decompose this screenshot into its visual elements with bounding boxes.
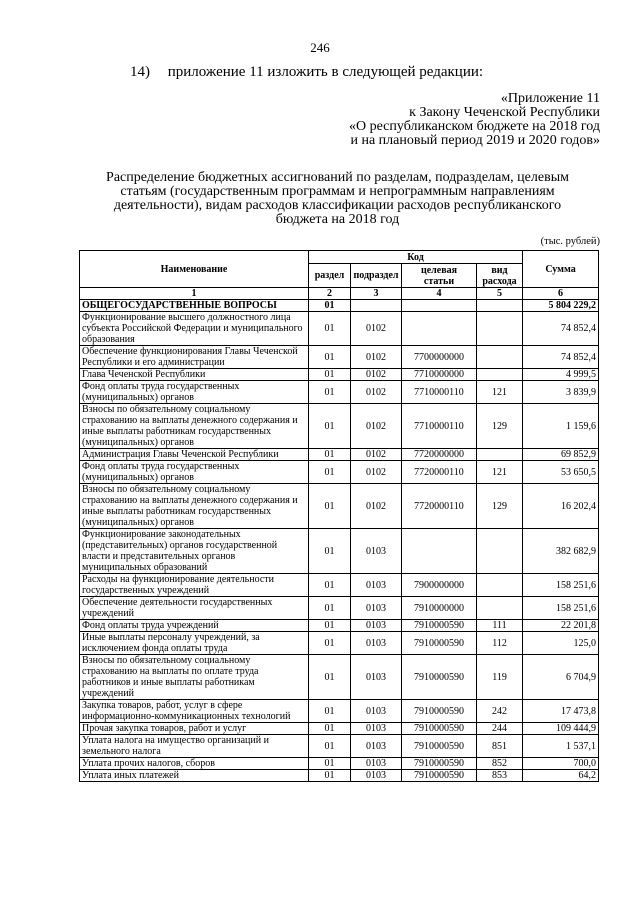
table-row xyxy=(80,346,599,369)
cell-name: Обеспечение деятельности государственных учреждений xyxy=(80,597,309,620)
cell-amount: 109 444,9 xyxy=(523,723,599,735)
cell-name: Глава Чеченской Республики xyxy=(80,369,309,381)
cell-section: 01 xyxy=(309,700,351,723)
table-row xyxy=(80,369,599,381)
cell-amount: 158 251,6 xyxy=(523,597,599,620)
table-row xyxy=(80,735,599,758)
cell-expense-type xyxy=(477,369,523,381)
cell-subsection: 0103 xyxy=(351,597,402,620)
instruction-number: 14) xyxy=(130,64,150,80)
cell-subsection: 0102 xyxy=(351,404,402,449)
cell-section: 01 xyxy=(309,735,351,758)
cell-target-article xyxy=(402,300,477,312)
cell-name: Взносы по обязательному социальному страхованию на выплаты денежного содержания и иные выплаты работникам государственных (муниципальных) органов xyxy=(80,484,309,529)
header-section: раздел xyxy=(309,264,351,288)
table-row xyxy=(80,404,599,449)
cell-expense-type xyxy=(477,346,523,369)
cell-target-article: 7910000590 xyxy=(402,700,477,723)
table-row xyxy=(80,770,599,782)
title-line-3: деятельности), видам расходов классификации расходов республиканского xyxy=(113,198,562,213)
cell-amount: 1 159,6 xyxy=(523,404,599,449)
cell-expense-type xyxy=(477,312,523,346)
cell-expense-type: 111 xyxy=(477,620,523,632)
cell-expense-type xyxy=(477,300,523,312)
cell-expense-type: 852 xyxy=(477,758,523,770)
cell-subsection: 0103 xyxy=(351,620,402,632)
cell-expense-type: 129 xyxy=(477,404,523,449)
cell-target-article: 7910000590 xyxy=(402,723,477,735)
cell-amount: 700,0 xyxy=(523,758,599,770)
cell-section: 01 xyxy=(309,758,351,770)
table-row xyxy=(80,723,599,735)
cell-expense-type: 244 xyxy=(477,723,523,735)
table-body xyxy=(80,288,599,782)
cell-section: 01 xyxy=(309,484,351,529)
cell-amount: 69 852,9 xyxy=(523,449,599,461)
header-expense-type xyxy=(477,264,523,288)
cell-target-article: 7910000590 xyxy=(402,758,477,770)
cell-target-article: 7710000110 xyxy=(402,404,477,449)
appendix-line-4: и на плановый период 2019 и 2020 годов» xyxy=(350,133,600,148)
cell-target-article: 7910000590 xyxy=(402,770,477,782)
cell-target-article: 7720000110 xyxy=(402,484,477,529)
cell-section: 01 xyxy=(309,369,351,381)
table-row xyxy=(80,655,599,700)
header-type-line-1: вид xyxy=(491,264,508,276)
cell-name: Уплата иных платежей xyxy=(80,770,309,782)
cell-section: 01 xyxy=(309,597,351,620)
cell-expense-type xyxy=(477,529,523,574)
title-line-4: бюджета на 2018 год xyxy=(275,212,400,227)
column-number: 2 xyxy=(309,288,351,300)
cell-amount: 53 650,5 xyxy=(523,461,599,484)
cell-target-article: 7710000000 xyxy=(402,369,477,381)
appendix-header xyxy=(349,92,600,148)
cell-section: 01 xyxy=(309,449,351,461)
cell-name: Фонд оплаты труда государственных (муниципальных) органов xyxy=(80,381,309,404)
cell-amount: 382 682,9 xyxy=(523,529,599,574)
table-row xyxy=(80,449,599,461)
table-row xyxy=(80,484,599,529)
header-target-line-1: целевая xyxy=(420,264,458,276)
cell-target-article: 7910000590 xyxy=(402,632,477,655)
table-row-section-total xyxy=(80,300,599,312)
cell-subsection: 0102 xyxy=(351,346,402,369)
header-name: Наименование xyxy=(80,251,309,288)
column-number: 4 xyxy=(402,288,477,300)
cell-amount: 74 852,4 xyxy=(523,346,599,369)
cell-subsection: 0103 xyxy=(351,700,402,723)
cell-name: Взносы по обязательному социальному страхованию на выплаты по оплате труда работников и иные выплаты работникам учреждений xyxy=(80,655,309,700)
table-row xyxy=(80,529,599,574)
cell-section: 01 xyxy=(309,574,351,597)
cell-section: 01 xyxy=(309,300,351,312)
title-line-2: статьям (государственным программам и непрограммным направлениям xyxy=(120,184,555,199)
cell-target-article xyxy=(402,529,477,574)
table-row xyxy=(80,597,599,620)
header-type-line-2: расхода xyxy=(482,275,517,287)
cell-subsection: 0102 xyxy=(351,484,402,529)
header-target-article xyxy=(402,264,477,288)
cell-expense-type: 129 xyxy=(477,484,523,529)
cell-section: 01 xyxy=(309,723,351,735)
budget-allocation-table xyxy=(79,250,599,782)
cell-amount: 158 251,6 xyxy=(523,574,599,597)
cell-target-article: 7910000590 xyxy=(402,620,477,632)
cell-name: Уплата налога на имущество организаций и земельного налога xyxy=(80,735,309,758)
cell-name: Функционирование законодательных (представительных) органов государственной власти и представительных органов муниципальных образований xyxy=(80,529,309,574)
cell-section: 01 xyxy=(309,632,351,655)
cell-section: 01 xyxy=(309,620,351,632)
cell-amount: 17 473,8 xyxy=(523,700,599,723)
header-subsection: подраздел xyxy=(351,264,402,288)
cell-expense-type xyxy=(477,574,523,597)
cell-target-article: 7910000000 xyxy=(402,597,477,620)
cell-target-article: 7720000110 xyxy=(402,461,477,484)
cell-name: Фонд оплаты труда учреждений xyxy=(80,620,309,632)
cell-subsection: 0103 xyxy=(351,770,402,782)
appendix-line-1: «Приложение 11 xyxy=(500,91,600,106)
cell-expense-type: 121 xyxy=(477,461,523,484)
column-number: 5 xyxy=(477,288,523,300)
cell-subsection: 0103 xyxy=(351,735,402,758)
appendix-line-3: «О республиканском бюджете на 2018 год xyxy=(349,119,600,134)
cell-subsection: 0102 xyxy=(351,381,402,404)
cell-name: Взносы по обязательному социальному страхованию на выплаты денежного содержания и иные выплаты работникам государственных (муниципальных) органов xyxy=(80,404,309,449)
cell-expense-type xyxy=(477,597,523,620)
title-line-1: Распределение бюджетных ассигнований по разделам, подразделам, целевым xyxy=(106,170,569,185)
table-row xyxy=(80,312,599,346)
units-label: (тыс. рублей) xyxy=(540,236,600,247)
cell-name: Иные выплаты персоналу учреждений, за исключением фонда оплаты труда xyxy=(80,632,309,655)
cell-section: 01 xyxy=(309,312,351,346)
table-row xyxy=(80,620,599,632)
cell-subsection: 0103 xyxy=(351,758,402,770)
cell-amount: 1 537,1 xyxy=(523,735,599,758)
cell-target-article: 7710000110 xyxy=(402,381,477,404)
cell-section: 01 xyxy=(309,346,351,369)
appendix-line-2: к Закону Чеченской Республики xyxy=(409,105,600,120)
cell-amount: 74 852,4 xyxy=(523,312,599,346)
header-code: Код xyxy=(309,251,523,264)
cell-name: Функционирование высшего должностного лица субъекта Российской Федерации и муниципального образования xyxy=(80,312,309,346)
cell-amount: 5 804 229,2 xyxy=(523,300,599,312)
cell-section: 01 xyxy=(309,655,351,700)
column-number-row xyxy=(80,288,599,300)
header-target-line-2: статьи xyxy=(423,275,455,287)
cell-section: 01 xyxy=(309,770,351,782)
cell-expense-type: 851 xyxy=(477,735,523,758)
cell-target-article: 7700000000 xyxy=(402,346,477,369)
cell-amount: 64,2 xyxy=(523,770,599,782)
cell-name: Прочая закупка товаров, работ и услуг xyxy=(80,723,309,735)
cell-amount: 16 202,4 xyxy=(523,484,599,529)
cell-name: Фонд оплаты труда государственных (муниципальных) органов xyxy=(80,461,309,484)
cell-subsection: 0103 xyxy=(351,723,402,735)
cell-subsection: 0102 xyxy=(351,369,402,381)
cell-subsection: 0103 xyxy=(351,574,402,597)
cell-expense-type: 853 xyxy=(477,770,523,782)
cell-subsection xyxy=(351,300,402,312)
cell-target-article: 7910000590 xyxy=(402,735,477,758)
cell-target-article: 7910000590 xyxy=(402,655,477,700)
cell-expense-type: 112 xyxy=(477,632,523,655)
cell-name: Обеспечение функционирования Главы Чеченской Республики и его администрации xyxy=(80,346,309,369)
cell-subsection: 0103 xyxy=(351,655,402,700)
cell-expense-type: 242 xyxy=(477,700,523,723)
header-amount: Сумма xyxy=(523,251,599,288)
cell-expense-type: 121 xyxy=(477,381,523,404)
column-number: 1 xyxy=(80,288,309,300)
cell-subsection: 0103 xyxy=(351,632,402,655)
amendment-instruction xyxy=(130,64,483,81)
cell-section: 01 xyxy=(309,404,351,449)
cell-expense-type xyxy=(477,449,523,461)
document-title xyxy=(80,171,595,227)
cell-expense-type: 119 xyxy=(477,655,523,700)
cell-subsection: 0102 xyxy=(351,312,402,346)
column-number: 6 xyxy=(523,288,599,300)
cell-amount: 22 201,8 xyxy=(523,620,599,632)
cell-target-article: 7900000000 xyxy=(402,574,477,597)
table-row xyxy=(80,461,599,484)
cell-name: Закупка товаров, работ, услуг в сфере информационно-коммуникационных технологий xyxy=(80,700,309,723)
column-number: 3 xyxy=(351,288,402,300)
cell-section: 01 xyxy=(309,461,351,484)
cell-name: Администрация Главы Чеченской Республики xyxy=(80,449,309,461)
table-row xyxy=(80,758,599,770)
cell-name: ОБЩЕГОСУДАРСТВЕННЫЕ ВОПРОСЫ xyxy=(80,300,309,312)
cell-name: Расходы на функционирование деятельности государственных учреждений xyxy=(80,574,309,597)
cell-subsection: 0102 xyxy=(351,449,402,461)
cell-target-article xyxy=(402,312,477,346)
cell-target-article: 7720000000 xyxy=(402,449,477,461)
cell-amount: 3 839,9 xyxy=(523,381,599,404)
page-number: 246 xyxy=(310,40,330,55)
cell-section: 01 xyxy=(309,381,351,404)
table-row xyxy=(80,574,599,597)
table-row xyxy=(80,632,599,655)
cell-name: Уплата прочих налогов, сборов xyxy=(80,758,309,770)
instruction-text: приложение 11 изложить в следующей редакции: xyxy=(167,64,484,80)
cell-amount: 125,0 xyxy=(523,632,599,655)
cell-section: 01 xyxy=(309,529,351,574)
table-row xyxy=(80,700,599,723)
cell-subsection: 0102 xyxy=(351,461,402,484)
cell-amount: 4 999,5 xyxy=(523,369,599,381)
cell-amount: 6 704,9 xyxy=(523,655,599,700)
cell-subsection: 0103 xyxy=(351,529,402,574)
table-row xyxy=(80,381,599,404)
